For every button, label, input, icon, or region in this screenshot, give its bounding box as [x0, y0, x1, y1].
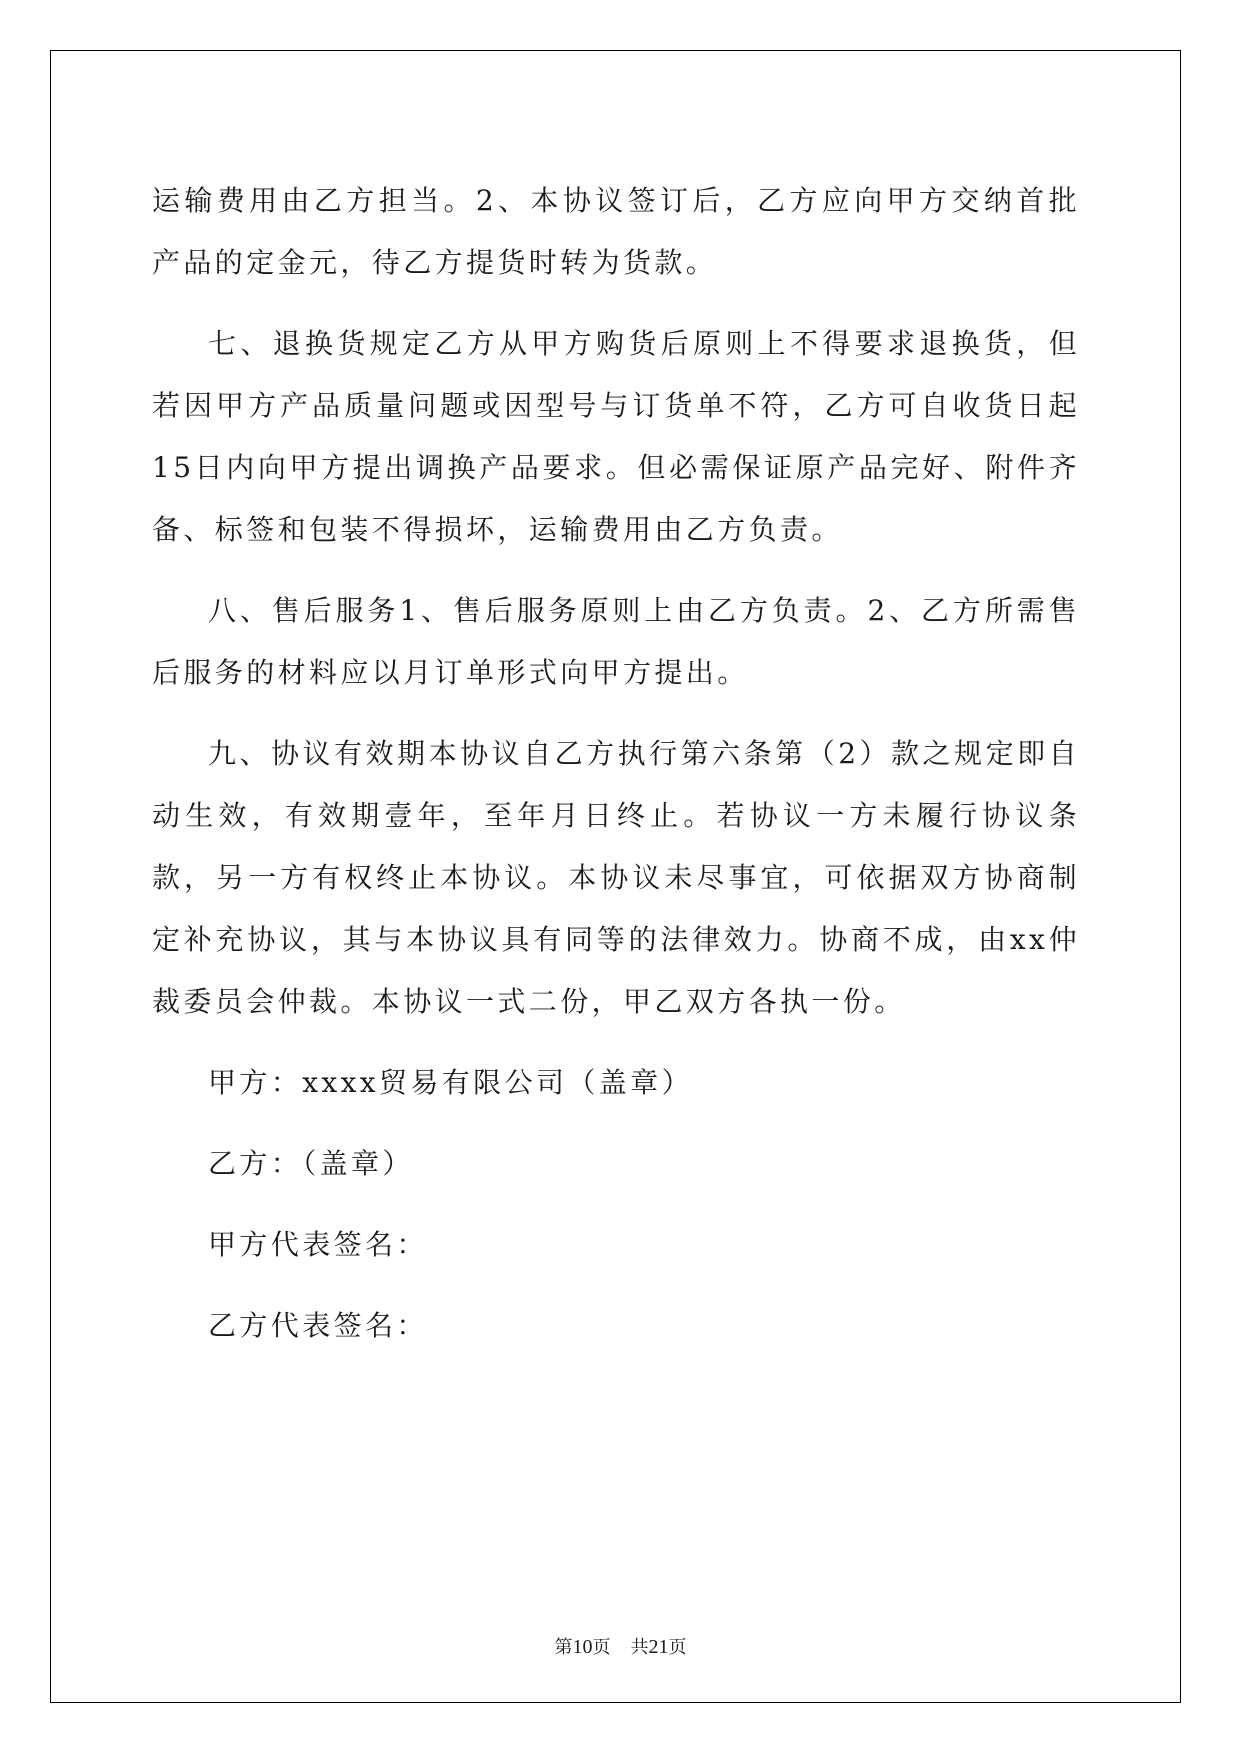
footer-total-prefix: 共 — [630, 1637, 649, 1658]
document-body — [152, 170, 1080, 1357]
paragraph-validity: 九、协议有效期本协议自乙方执行第六条第（2）款之规定即自动生效，有效期壹年，至年月日终止。若协议一方未履行协议条款，另一方有权终止本协议。本协议未尽事宜，可依据双方协商制定补充协议，其与本协议具有同等的法律效力。协商不成，由xx仲裁委员会仲裁。本协议一式二份，甲乙双方各执一份。 — [152, 737, 1080, 1018]
party-a-line: 甲方：xxxx贸易有限公司（盖章） — [208, 1066, 693, 1099]
party-a-representative-line: 甲方代表签名： — [208, 1228, 428, 1261]
paragraph-return-policy: 七、退换货规定乙方从甲方购货后原则上不得要求退换货，但若因甲方产品质量问题或因型号与订货单不符，乙方可自收货日起15日内向甲方提出调换产品要求。但必需保证原产品完好、附件齐备、标签和包装不得损坏，运输费用由乙方负责。 — [152, 327, 1080, 546]
footer-prefix: 第 — [554, 1637, 573, 1658]
footer-page-suffix: 页 — [592, 1637, 611, 1658]
total-pages-number: 21 — [648, 1636, 669, 1658]
signature-block — [152, 1052, 1080, 1357]
party-b-representative-line: 乙方代表签名： — [208, 1309, 428, 1342]
page-footer — [0, 1633, 1241, 1659]
current-page-number: 10 — [572, 1636, 593, 1658]
paragraph-after-sales: 八、售后服务1、售后服务原则上由乙方负责。2、乙方所需售后服务的材料应以月订单形式向甲方提出。 — [152, 594, 1080, 689]
party-b-line: 乙方：（盖章） — [208, 1147, 414, 1180]
footer-total-suffix: 页 — [668, 1637, 687, 1658]
paragraph-continuation: 运输费用由乙方担当。2、本协议签订后，乙方应向甲方交纳首批产品的定金元，待乙方提货时转为货款。 — [152, 184, 1080, 279]
